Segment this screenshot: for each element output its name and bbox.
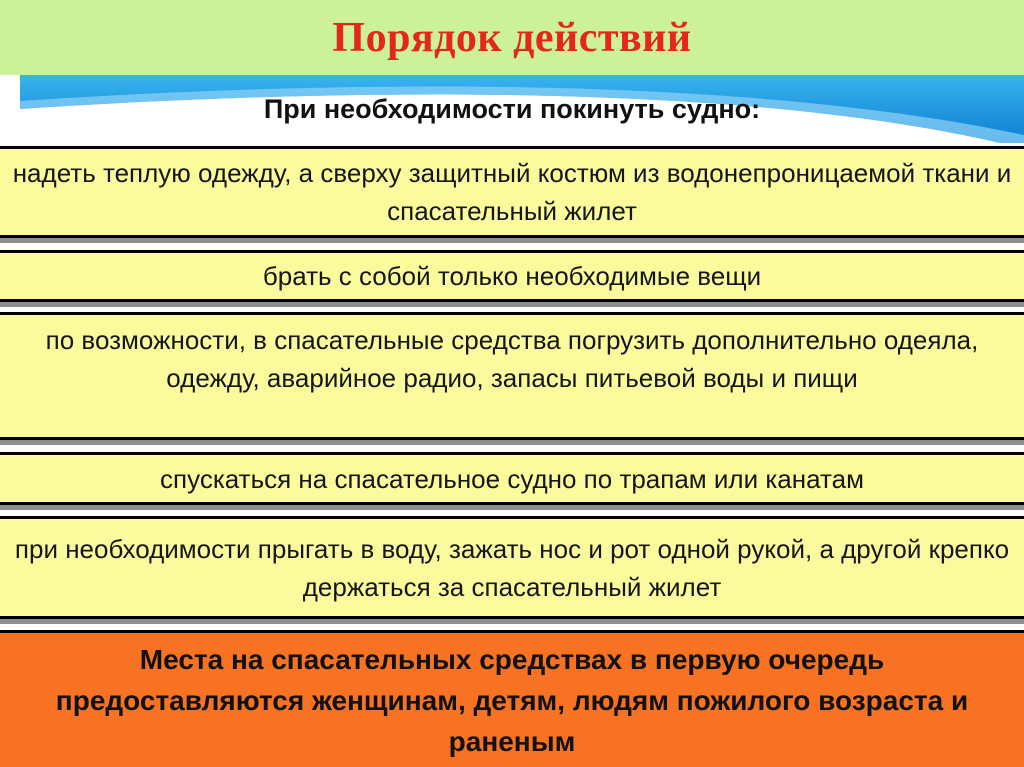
list-item-text: брать с собой только необходимые вещи: [262, 261, 762, 291]
list-item: [0, 250, 1024, 302]
section-header: При необходимости покинуть судно:: [263, 93, 761, 124]
list-item-text: спускаться на спасательное судно по трапам или канатам: [160, 463, 864, 494]
header-band: [0, 75, 1024, 143]
list-item: [0, 516, 1024, 619]
page-title: Порядок действий: [332, 14, 692, 61]
list-item: [0, 146, 1024, 238]
list-item: [0, 312, 1024, 440]
footer-note: [0, 630, 1024, 767]
list-item: [0, 452, 1024, 505]
list-item-text: при необходимости прыгать в воду, зажать нос и рот одной рукой, а другой крепко держаться за спасательный жилет: [14, 533, 1010, 602]
list-item-text: по возможности, в спасательные средства погрузить дополнительно одеяла, одежду, аварийное радио, запасы питьевой воды и пищи: [45, 325, 979, 393]
title-bar: [0, 0, 1024, 75]
list-item-text: надеть теплую одежду, а сверху защитный костюм из водонепроницаемой ткани и спасательный жилет: [12, 158, 1012, 226]
footer-text: Места на спасательных средствах в первую очередь предоставляются женщинам, детям, людям пожилого возраста и раненым: [55, 643, 969, 757]
